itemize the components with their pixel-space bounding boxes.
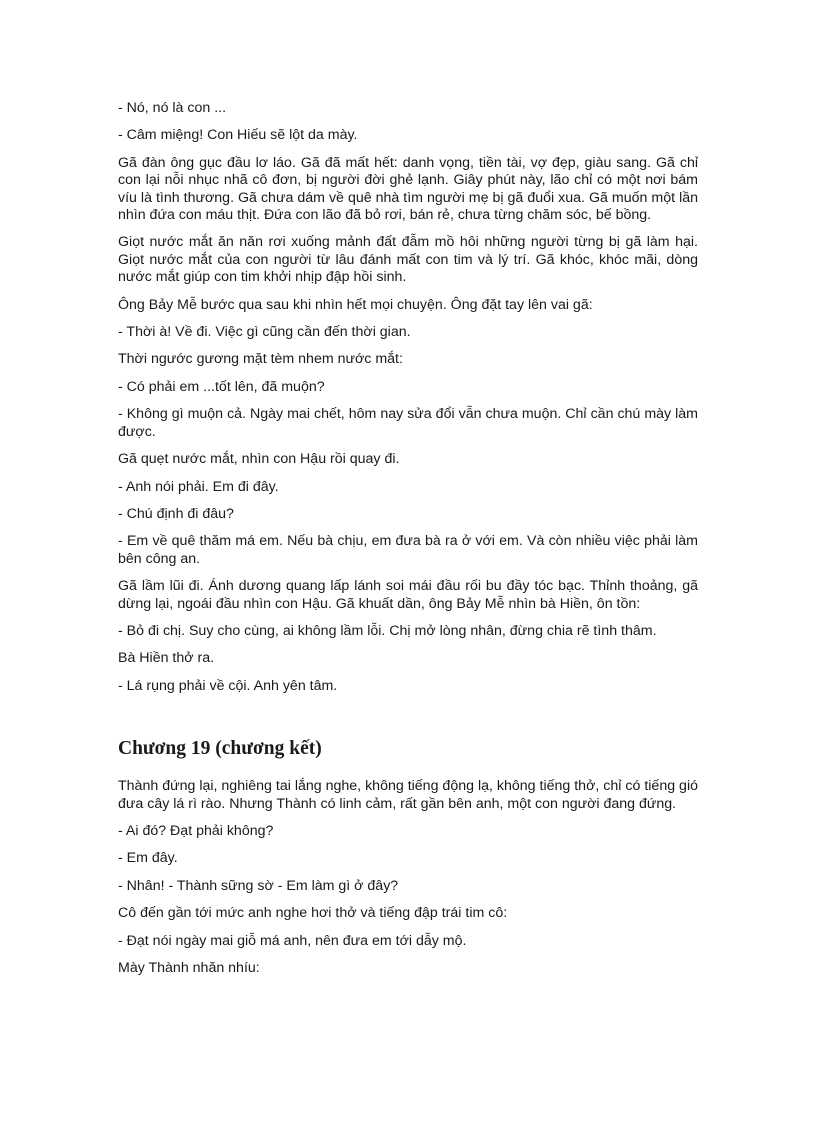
paragraph: - Bỏ đi chị. Suy cho cùng, ai không lầm lỗi. Chị mở lòng nhân, đừng chia rẽ tình thâm. — [118, 622, 657, 639]
paragraph: - Nó, nó là con ... — [118, 100, 227, 116]
paragraph: - Em về quê thăm má em. Nếu bà chịu, em đưa bà ra ở với em. Và còn nhiều việc phải làm bên công an. — [118, 533, 698, 567]
chapter-title: Chương 19 (chương kết) — [118, 738, 322, 760]
paragraph: Gã đàn ông gục đầu lơ láo. Gã đã mất hết: danh vọng, tiền tài, vợ đẹp, giàu sang. Gã chỉ con lại nỗi nhục nhã cô đơn, bị người đời ghẻ lạnh. Giây phút này, lão chỉ có một nơi bám víu là tình thương. Gã chưa dám về quê nhà tìm người mẹ bị gã đuổi xua. Gã muốn một lần nhìn đứa con máu thịt. Đứa con lão đã bỏ rơi, bán rẻ, chưa từng chăm sóc, bế bồng. — [118, 154, 698, 224]
paragraph: - Anh nói phải. Em đi đây. — [118, 478, 279, 495]
paragraph: Thời ngước gương mặt tèm nhem nước mắt: — [118, 351, 403, 368]
paragraph: - Em đây. — [118, 850, 178, 867]
paragraph: Mày Thành nhăn nhíu: — [118, 960, 260, 976]
paragraph: - Lá rụng phải về cội. Anh yên tâm. — [118, 677, 338, 694]
paragraph: - Thời à! Về đi. Việc gì cũng cần đến thời gian. — [118, 324, 411, 341]
paragraph: - Ai đó? Đạt phải không? — [118, 822, 274, 839]
paragraph: Thành đứng lại, nghiêng tai lắng nghe, không tiếng động lạ, không tiếng thở, chỉ có tiếng gió đưa cây lá rì rào. Nhưng Thành có linh cảm, rất gần bên anh, một con người đang đứng. — [118, 778, 698, 812]
paragraph: Ông Bảy Mễ bước qua sau khi nhìn hết mọi chuyện. Ông đặt tay lên vai gã: — [118, 296, 593, 313]
paragraph: - Nhân! - Thành sững sờ - Em làm gì ở đây? — [118, 877, 399, 894]
paragraph: Bà Hiền thở ra. — [118, 650, 215, 667]
paragraph: Gã quẹt nước mắt, nhìn con Hậu rồi quay đi. — [118, 451, 400, 468]
paragraph: Giọt nước mắt ăn năn rơi xuống mảnh đất đẫm mồ hôi những người từng bị gã làm hại. Giọt nước mắt của con người từ lâu đánh mất con tim và lý trí. Gã khóc, khóc mãi, dòng nước mắt giúp con tim khởi nhịp đập hồi sinh. — [118, 234, 698, 286]
document-page — [118, 100, 698, 987]
paragraph: Cô đến gần tới mức anh nghe hơi thở và tiếng đập trái tim cô: — [118, 905, 508, 922]
paragraph: - Không gì muộn cả. Ngày mai chết, hôm nay sửa đổi vẫn chưa muộn. Chỉ cần chú mày làm được. — [118, 406, 698, 440]
paragraph: - Đạt nói ngày mai giỗ má anh, nên đưa em tới dẫy mộ. — [118, 932, 467, 949]
paragraph: - Câm miệng! Con Hiếu sẽ lột da mày. — [118, 127, 358, 144]
paragraph: - Chú định đi đâu? — [118, 505, 234, 522]
paragraph: - Có phải em ...tốt lên, đã muộn? — [118, 378, 325, 395]
paragraph: Gã lầm lũi đi. Ánh dương quang lấp lánh soi mái đầu rối bu đầy tóc bạc. Thỉnh thoảng, gã dừng lại, ngoái đầu nhìn con Hậu. Gã khuất dần, ông Bảy Mễ nhìn bà Hiền, ôn tồn: — [118, 578, 698, 612]
